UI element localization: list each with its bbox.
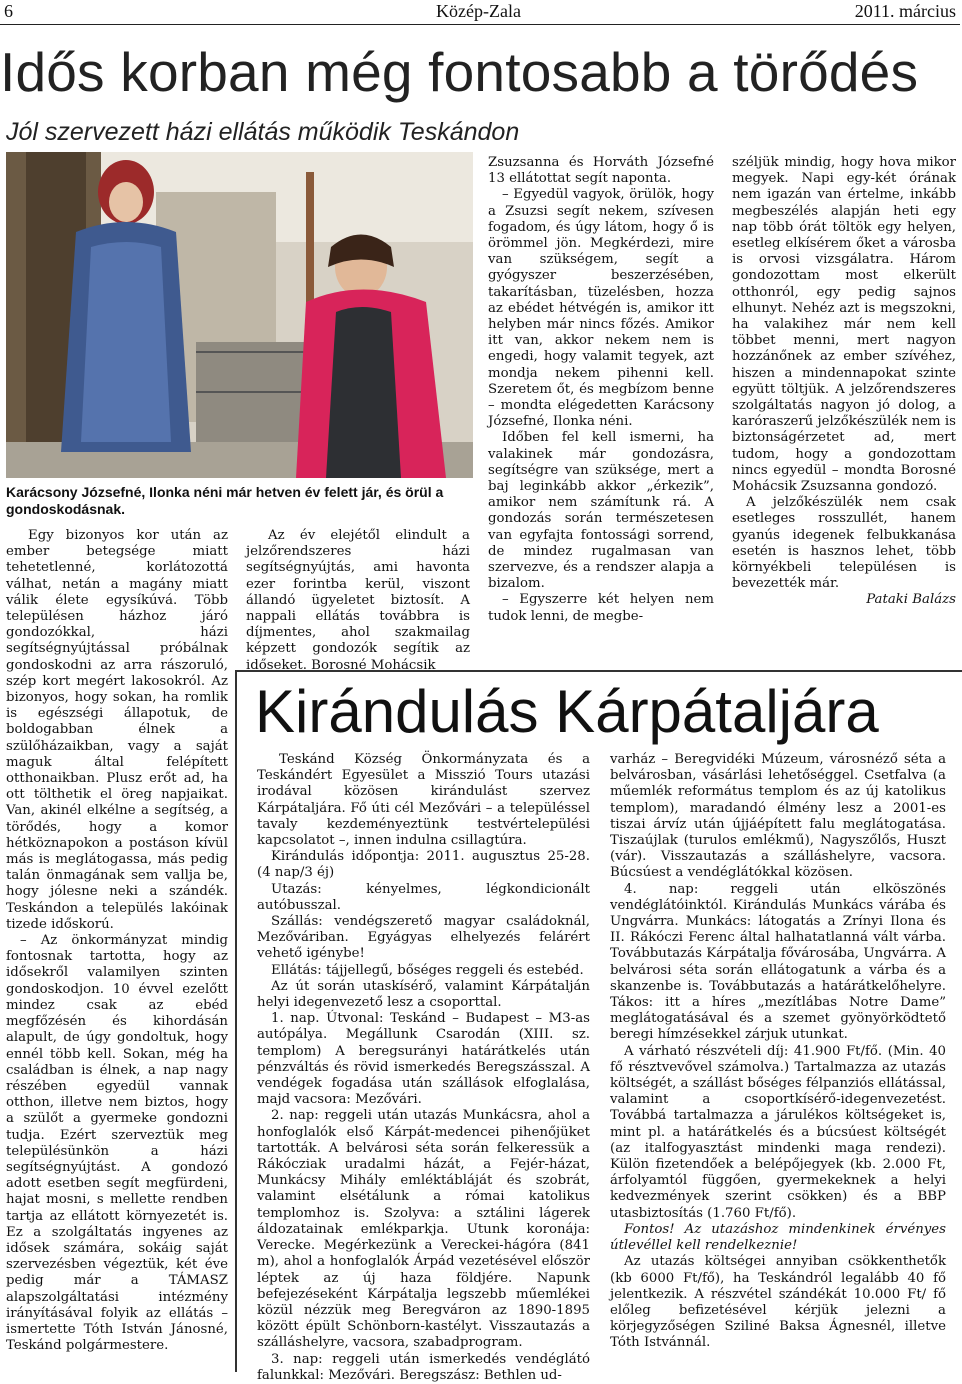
paragraph: – Egyszerre két helyen nem tudok lenni, de megbe- [488,592,714,624]
paragraph: 2. nap: reggeli után utazás Munkácsra, ahol a honfoglalók első Kárpát-medencei pihenőjüket tartották. A belvárosi séta során felkeressük a Rákócziak uradalmi házát, a Fejér-házat, Munkácsy Mihály emléktábláját és szobrát, valamint elsétálunk a római katolikus templomhoz is. Szolyva: a sztálini lágerek áldozatainak emlékparkja. Utunk koronája: Verecke. Megérkezünk a Vereckei-hágóra (841 m), ahol a honfoglalók Árpád vezetésével először léptek az új haza földjére. Napunk befejezéseként Kárpátalja legszebb műemlékei közül nézzük meg Beregváron az 1890-1895 között épült Schönborn-kastélyt. Visszautazás a szálláshelyre, vacsora, szabadprogram. [257,1108,590,1351]
article-author: Pataki Balázs [866,592,956,608]
paragraph-important: Fontos! Az utazáshoz mindenkinek érvényes útlevéllel kell rendelkeznie! [610,1221,946,1254]
paragraph: 3. nap: reggeli után ismerkedés vendéglátó falunkkal: Mezővári. Beregszász: Bethlen ud- [257,1351,590,1383]
paragraph: Ellátás: tájjellegű, bőséges reggeli és estebéd. [271,962,584,978]
issue-date: 2011. március [854,1,956,21]
paragraph: A várható részvételi díj: 41.900 Ft/fő. (Min. 40 fő résztvevővel számolva.) Tartalmazza az utazás költségét, a szállást bőséges félpanziós ellátással, valamint a csoportkísérő-idegenvezetést. Továbbá tartalmazza a járulékos költségeket is, mint pl. a határátkelés és a búcsúest költségét (az italfogyasztást mindenki maga rendezi). Külön fizetendőek a belépőjegyek (kb. 2.000 Ft, árfolyamtól függően, gyermekeknek a helyi kedvezmények szerint csökken) és a BBP utasbiztosítás (1.760 Ft/fő). [610,1043,946,1221]
photo-illustration [6,152,473,478]
paragraph: Szállás: vendégszerető magyar családoknál, Mezőváriban. Egyágyas elhelyezés felárért vehető igénybe! [257,914,590,962]
article2-column-2 [610,752,946,1372]
article-subtitle: Jól szervezett házi ellátás működik Teskándon [6,118,520,146]
article1-column-4 [732,155,956,665]
paragraph: Egy bizonyos kor után az ember betegsége miatt tehetetlenné, korlátozottá válhat, netán a magány miatt válik élete egysíkúvá. Több településen házhoz járó gondozókkal, házi segítségnyújtással próbálnak gondoskodni az arra rászoruló, szép kort megért lakosokról. Az bizonyos, hogy sokan, ha romlik is egészségi állapotuk, de boldogabban élnek a szülőházaikban, vagy a saját maguk által felépített otthonaikban. Plusz erőt ad, ha ott tölthetik el öreg napjaikat. Van, akinél elkélne a segítség, a törődés, hogy a komor hétköznapokon a postáson kívül más is meglátogassa, más pedig talán önmagának sem vallja be, hogy jólesne neki a szándék. Teskándon a település lakóinak tizede időskorú. [6,528,228,932]
paragraph: varház – Beregvidéki Múzeum, városnéző séta a belvárosban, vásárlási lehetőséggel. Csetfalva (a műemlék református templom és az új katolikus templom), maradandó élmény lesz a 2001-es tiszai árvíz után újjáépített falu meglátogatása. Tiszaújlak (turulos emlékmű), Nagyszőlős, Huszt (vár). Visszautazás a szálláshelyre, vacsora. Búcsúest a vendéglátókkal közösen. [610,752,946,881]
paragraph: Kirándulás időpontja: 2011. augusztus 25-28. (4 nap/3 éj) [257,849,590,881]
paragraph: Az év elejétől elindult a jelzőrendszeres házi segítségnyújtás, ami havonta ezer forintba kerül, viszont állandó ügyeletet biztosít. A nappali ellátás továbbra is díjmentes, ahol szakmailag képzett gondozók segítik az időseket. Borosné Mohácsik [246,528,470,673]
paragraph: 4. nap: reggeli után elköszönés vendéglátóinktól. Kirándulás Munkács várába és Ungvárra. Munkács: látogatás a Zrínyi Ilona és II. Rákóczi Ferenc által halhatatlanná vált várba. Továbbutazás Kárpátalja fővárosába, Ungvárra. A belvárosi séta során ellátogatunk a várba és a skanzenbe is. Továbbutazás a határátkelőhelyre. Tákos: itt a híres „mezítlábas Notre Dame” meglátogatásával és a szemet gyönyörködtető beregi hímzésekkel zárjuk utunkat. [610,881,946,1043]
article1-column-1 [6,528,228,1375]
paragraph: Utazás: kényelmes, légkondicionált autóbusszal. [257,881,590,913]
paragraph: Zsuzsanna és Horváth Józsefné 13 ellátottat segít naponta. [488,155,714,187]
paragraph: Időben fel kell ismerni, ha valakinek már gondozásra, segítségre van szüksége, mert a baj leginkább akkor „érkezik”, amikor nem számítunk rá. A gondozás során természetesen van egyfajta fontossági sorrend, de mindez rugalmasan van szervezve, és a rendszer alapja a bizalom. [488,430,714,592]
paragraph: Teskánd Község Önkormányzata és a Teskándért Egyesület a Misszió Tours utazási irodával közösen kirándulást szervez Kárpátaljára. Fő úti cél Mezővári – a településsel tavaly kezdeményeztünk testvértelepülési kapcsolatot –, innen indulna csillagtúra. [257,752,590,849]
paragraph: 1. nap. Útvonal: Teskánd – Budapest – M3-as autópálya. Megállunk Csarodán (XIII. sz. templom) A beregsurányi határátkelés után pénzváltás és rövid ismerkedés Beregszásszal. A vendégek fogadása után szállások elfoglalása, majd vacsora: Mezővári. [257,1011,590,1108]
newspaper-name: Közép-Zala [436,1,521,21]
page-header [0,0,960,25]
paragraph: Az utazás költségei annyiban csökkenthetők (kb 6000 Ft/fő), ha Teskándról legalább 40 fő jelentkezik. A részvétel szándékát 10.000 Ft/ fő előleg befizetésével kérjük jelezni a körjegyzőségen Sziliné Baksa Ágnesnél, illetve Tóth Istvánnál. [610,1254,946,1351]
paragraph: – Az önkormányzat mindig fontosnak tartotta, hogy az idősekről valamilyen szinten gondoskodjon. 10 évvel ezelőtt mindez csak az ebéd megfőzésén és kihordásán alapult, de úgy gondoltuk, hogy ennél több kell. Sokan, még ha családban is élnek, a nap nagy részében egyedül vannak otthon, illetve nem biztos, hogy a szülőt a gyermeke gondozni tudja. Ezért szerveztük meg településünkön a házi segítségnyújtást. A gondozó adott esetben segít megfürdeni, hajat mosni, s mellette rendben tartja az ellátott környezetét is. Ez a szolgáltatás ingyenes az idősek számára, sokáig saját szervezésben végeztük, két éve pedig már a TÁMASZ alapszolgáltatási intézmény irányításával folyik az ellátás – ismertette Tóth István Jánosné, Teskánd polgármestere. [6,933,228,1354]
paragraph: Az út során utaskísérő, valamint Kárpátalján helyi idegenvezető lesz a csoporttal. [257,978,590,1011]
article1-column-2 [246,528,470,673]
paragraph: A jelzőkészülék nem csak esetleges rosszullét, hanem gyanús idegenek felbukkanása esetén is hasznos lehet, több környékbeli településen is bevezették már. [732,495,956,592]
article1-column-3 [488,155,714,665]
photo-caption: Karácsony Józsefné, Ilonka néni már hetven év felett jár, és örül a gondoskodásnak. [6,484,444,517]
article-photo [6,152,473,478]
article-title: Idős korban még fontosabb a törődés [0,41,919,103]
paragraph: széljük mindig, hogy hova mikor megyek. Napi egy-két órának nem igazán van értelme, inkább megbeszélés alapján heti egy nap több órát töltök egy helyen, esetleg elkísérem őket a városba is orvosi vizsgálatra. Három gondozottam most elkerült otthonról, egy pedig sajnos elhunyt. Nehéz azt is megszokni, ha valakihez már nem kell többet menni, mert nagyon hozzánőnek az ember szívéhez, hiszen a mindennapokat szinte együtt töltjük. A jelzőrendszeres szolgáltatás nagyon jó dolog, a karóraszerű jelzőkészülék nem is biztonságérzetet ad, mert tudom, hogy a gondozottam nincs egyedül – mondta Borosné Mohácsik Zsuzsanna gondozó. [732,155,956,495]
article2-title: Kirándulás Kárpátaljára [255,678,879,745]
page-number: 6 [4,1,13,21]
paragraph: – Egyedül vagyok, örülök, hogy a Zsuzsi segít nekem, szívesen fogadom, és úgy látom, hogy ő is örömmel jön. Megkérdezi, mire van szükségem, segít a gyógyszer beszerzésében, takarításban, tüzelésben, hozza az ebédet hétvégén is, amikor itt helyben már nincs főzés. Amikor itt van, akkor nekem nem is engedi, hogy valamit tegyek, azt mondja nekem pihenni kell. Szeretem őt, és megbízom benne – mondta elégedetten Karácsony Józsefné, Ilonka néni. [488,187,714,430]
article2-column-1 [257,752,590,1383]
